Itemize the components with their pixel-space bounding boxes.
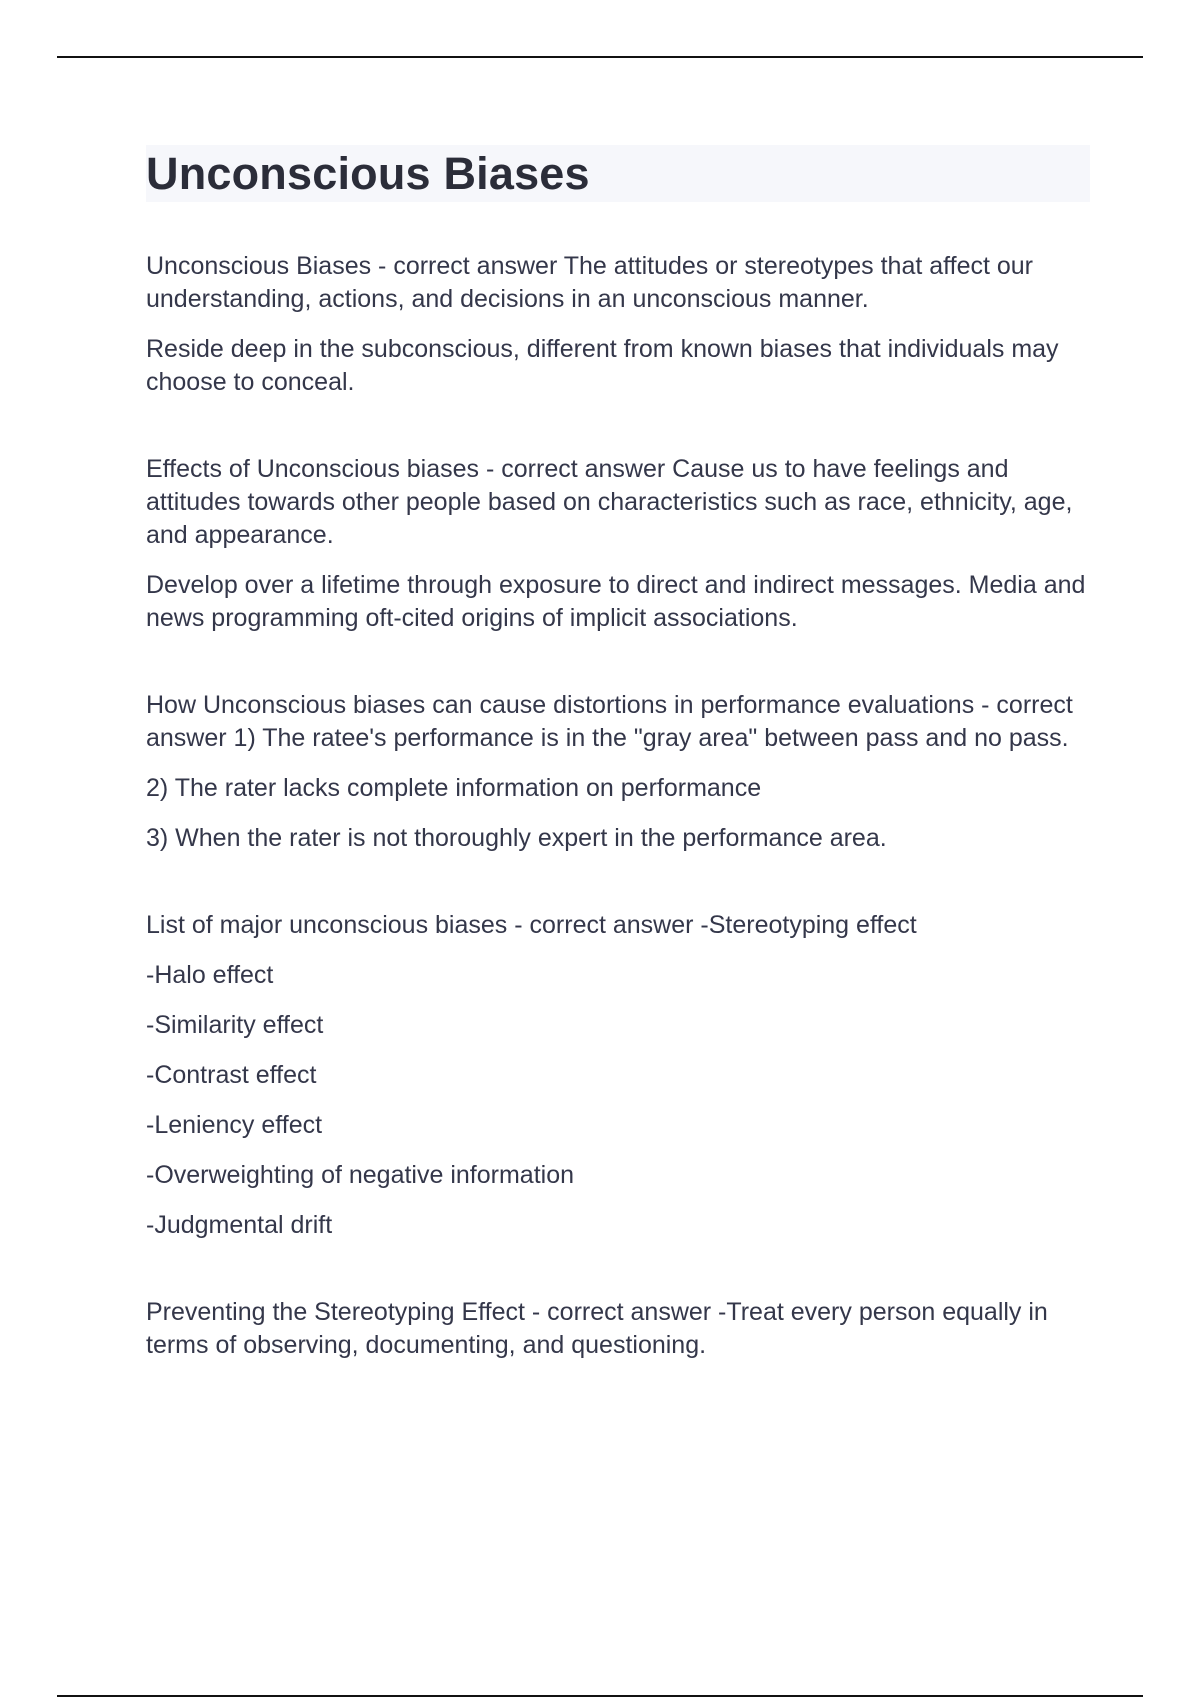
entry-paragraph: 3) When the rater is not thoroughly expert in the performance area. xyxy=(146,824,887,852)
entry-paragraph: 2) The rater lacks complete information on performance xyxy=(146,774,762,802)
list-item: -Leniency effect xyxy=(146,1111,323,1139)
entry-paragraph: How Unconscious biases can cause distortions in performance evaluations - correct answer 1) The ratee's performance is in the "gray area" between pass and no pass. xyxy=(146,691,1073,752)
entry-paragraph: Preventing the Stereotyping Effect - correct answer -Treat every person equally in terms of observing, documenting, and questioning. xyxy=(146,1298,1048,1359)
list-item: -Contrast effect xyxy=(146,1061,317,1089)
entry-major-unconscious-biases xyxy=(146,909,1090,1242)
entry-paragraph: List of major unconscious biases - correct answer -Stereotyping effect xyxy=(146,911,917,939)
document-body xyxy=(146,145,1090,1416)
list-item: -Halo effect xyxy=(146,961,274,989)
list-item: -Judgmental drift xyxy=(146,1211,333,1239)
entry-effects-of-unconscious-biases xyxy=(146,453,1090,635)
entry-paragraph: Effects of Unconscious biases - correct answer Cause us to have feelings and attitudes towards other people based on characteristics such as race, ethnicity, age, and appearance. xyxy=(146,455,1073,549)
entry-preventing-stereotyping xyxy=(146,1296,1090,1362)
top-rule xyxy=(57,56,1143,58)
list-item: -Overweighting of negative information xyxy=(146,1161,575,1189)
entry-paragraph: Reside deep in the subconscious, different from known biases that individuals may choose to conceal. xyxy=(146,335,1059,396)
page-title: Unconscious Biases xyxy=(146,148,590,199)
list-item: -Similarity effect xyxy=(146,1011,324,1039)
entry-paragraph: Unconscious Biases - correct answer The attitudes or stereotypes that affect our understanding, actions, and decisions in an unconscious manner. xyxy=(146,252,1034,313)
entry-unconscious-biases xyxy=(146,250,1090,399)
bottom-rule xyxy=(57,1695,1143,1697)
title-bar xyxy=(146,145,1090,202)
entry-performance-distortions xyxy=(146,689,1090,855)
entry-paragraph: Develop over a lifetime through exposure to direct and indirect messages. Media and news programming oft-cited origins of implicit associations. xyxy=(146,571,1086,632)
